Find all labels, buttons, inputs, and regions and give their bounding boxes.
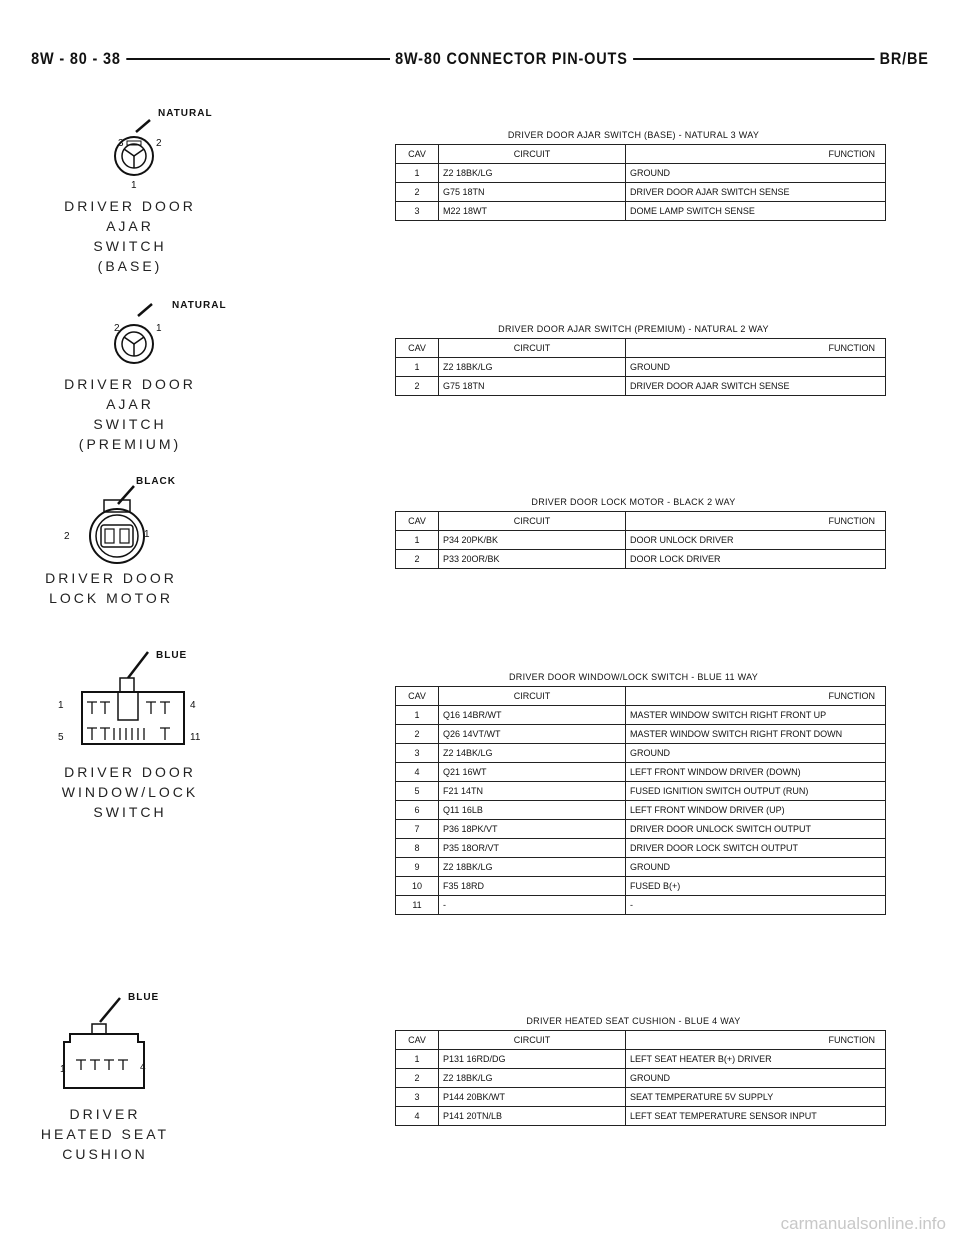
connector-2-table-title: DRIVER DOOR AJAR SWITCH (PREMIUM) - NATURAL 2 WAY — [498, 324, 769, 334]
function-cell: DRIVER DOOR UNLOCK SWITCH OUTPUT — [626, 820, 886, 839]
table-row — [396, 744, 886, 763]
cav-cell: 11 — [396, 896, 439, 915]
circuit-cell: P36 18PK/VT — [439, 820, 626, 839]
cav-cell: 1 — [396, 706, 439, 725]
connector-4-color-label: BLUE — [156, 650, 188, 661]
cav-cell: 3 — [396, 1088, 439, 1107]
table-row — [396, 877, 886, 896]
table-row — [396, 782, 886, 801]
function-header: FUNCTION — [626, 339, 886, 358]
table-row — [396, 706, 886, 725]
connector-1-table-title: DRIVER DOOR AJAR SWITCH (BASE) - NATURAL 3 WAY — [507, 130, 760, 140]
circuit-cell: P141 20TN/LB — [439, 1107, 626, 1126]
circuit-cell: P131 16RD/DG — [439, 1050, 626, 1069]
circuit-cell: Q21 16WT — [439, 763, 626, 782]
connector-4-pin-label: 1 — [58, 700, 64, 711]
circuit-cell: Q16 14BR/WT — [439, 706, 626, 725]
cav-cell: 2 — [396, 550, 439, 569]
table-row — [396, 896, 886, 915]
function-cell: DRIVER DOOR AJAR SWITCH SENSE — [626, 377, 886, 396]
watermark: carmanualsonline.info — [780, 1214, 946, 1233]
function-cell: MASTER WINDOW SWITCH RIGHT FRONT DOWN — [626, 725, 886, 744]
circuit-cell: Z2 18BK/LG — [439, 858, 626, 877]
cav-cell: 2 — [396, 1069, 439, 1088]
cav-cell: 6 — [396, 801, 439, 820]
circuit-cell: Q26 14VT/WT — [439, 725, 626, 744]
table-row — [396, 839, 886, 858]
connector-3-table-title: DRIVER DOOR LOCK MOTOR - BLACK 2 WAY — [531, 497, 736, 507]
connector-5-drawing — [62, 994, 172, 1094]
table-row — [396, 820, 886, 839]
cav-cell: 4 — [396, 763, 439, 782]
page-title: 8W-80 CONNECTOR PIN-OUTS — [390, 46, 633, 72]
table-header-row — [396, 145, 886, 164]
connector-2-pin-label: 1 — [156, 323, 162, 334]
circuit-cell: P35 18OR/VT — [439, 839, 626, 858]
circuit-cell: P33 20OR/BK — [439, 550, 626, 569]
connector-4-drawing — [78, 648, 201, 748]
cav-header: CAV — [396, 687, 439, 706]
table-row — [396, 377, 886, 396]
connector-5-pin-label: 1 — [60, 1064, 66, 1075]
circuit-cell: Z2 18BK/LG — [439, 164, 626, 183]
table-row — [396, 858, 886, 877]
cav-header: CAV — [396, 1031, 439, 1050]
connector-2-pin-table — [395, 338, 886, 396]
connector-3-pin-label: 2 — [64, 531, 70, 542]
function-cell: GROUND — [626, 744, 886, 763]
function-cell: DRIVER DOOR AJAR SWITCH SENSE — [626, 183, 886, 202]
connector-4-name: DRIVER DOOR WINDOW/LOCK SWITCH — [61, 764, 199, 820]
function-cell: GROUND — [626, 164, 886, 183]
table-header-row — [396, 339, 886, 358]
circuit-cell: P34 20PK/BK — [439, 531, 626, 550]
circuit-cell: F35 18RD — [439, 877, 626, 896]
function-cell: LEFT SEAT TEMPERATURE SENSOR INPUT — [626, 1107, 886, 1126]
connector-3-pin-table — [395, 511, 886, 569]
circuit-cell: M22 18WT — [439, 202, 626, 221]
cav-cell: 2 — [396, 377, 439, 396]
connector-4-pin-label: 11 — [190, 732, 201, 743]
function-cell: GROUND — [626, 858, 886, 877]
function-header: FUNCTION — [626, 1031, 886, 1050]
cav-cell: 1 — [396, 531, 439, 550]
connector-5-table-title: DRIVER HEATED SEAT CUSHION - BLUE 4 WAY — [526, 1016, 741, 1026]
connector-4-pin-table — [395, 686, 886, 915]
function-header: FUNCTION — [626, 687, 886, 706]
table-header-row — [396, 1031, 886, 1050]
cav-cell: 1 — [396, 164, 439, 183]
connector-1-pin-label: 1 — [131, 180, 137, 191]
table-row — [396, 1107, 886, 1126]
table-header-row — [396, 512, 886, 531]
cav-cell: 8 — [396, 839, 439, 858]
circuit-cell: Z2 14BK/LG — [439, 744, 626, 763]
function-cell: LEFT FRONT WINDOW DRIVER (DOWN) — [626, 763, 886, 782]
cav-header: CAV — [396, 145, 439, 164]
connector-3-color-label: BLACK — [136, 476, 176, 487]
table-row — [396, 725, 886, 744]
connector-2-drawing — [108, 304, 198, 374]
table-row — [396, 164, 886, 183]
connector-2-pin-label: 2 — [114, 323, 120, 334]
connector-3-pin-label: 1 — [144, 529, 150, 540]
connector-5-pin-label: 4 — [140, 1062, 146, 1073]
function-cell: SEAT TEMPERATURE 5V SUPPLY — [626, 1088, 886, 1107]
model-code: BR/BE — [875, 46, 934, 72]
cav-cell: 4 — [396, 1107, 439, 1126]
table-row — [396, 763, 886, 782]
function-cell: MASTER WINDOW SWITCH RIGHT FRONT UP — [626, 706, 886, 725]
table-row — [396, 801, 886, 820]
connector-3-name: DRIVER DOOR LOCK MOTOR — [45, 570, 177, 606]
cav-cell: 1 — [396, 1050, 439, 1069]
connector-1-pin-label: 2 — [156, 138, 162, 149]
connector-2-name: DRIVER DOOR AJAR SWITCH (PREMIUM) — [64, 376, 196, 452]
table-row — [396, 202, 886, 221]
function-cell: - — [626, 896, 886, 915]
connector-1-color-label: NATURAL — [158, 108, 213, 119]
cav-cell: 9 — [396, 858, 439, 877]
connector-4-pin-label: 4 — [190, 700, 196, 711]
connector-3-drawing — [82, 482, 182, 572]
function-cell: GROUND — [626, 358, 886, 377]
circuit-cell: F21 14TN — [439, 782, 626, 801]
circuit-header: CIRCUIT — [439, 145, 626, 164]
cav-cell: 5 — [396, 782, 439, 801]
cav-header: CAV — [396, 339, 439, 358]
function-cell: DOOR UNLOCK DRIVER — [626, 531, 886, 550]
cav-cell: 2 — [396, 183, 439, 202]
table-row — [396, 1050, 886, 1069]
function-cell: DRIVER DOOR LOCK SWITCH OUTPUT — [626, 839, 886, 858]
table-row — [396, 183, 886, 202]
circuit-cell: - — [439, 896, 626, 915]
connector-1-drawing — [108, 118, 198, 188]
cav-cell: 3 — [396, 744, 439, 763]
connector-1-name: DRIVER DOOR AJAR SWITCH (BASE) — [64, 198, 196, 274]
cav-cell: 1 — [396, 358, 439, 377]
connector-5-color-label: BLUE — [128, 992, 160, 1003]
circuit-header: CIRCUIT — [439, 1031, 626, 1050]
cav-cell: 3 — [396, 202, 439, 221]
function-header: FUNCTION — [626, 145, 886, 164]
connector-1-pin-table — [395, 144, 886, 221]
connector-2-color-label: NATURAL — [172, 300, 227, 311]
connector-5-pin-table — [395, 1030, 886, 1126]
cav-cell: 2 — [396, 725, 439, 744]
function-cell: LEFT SEAT HEATER B(+) DRIVER — [626, 1050, 886, 1069]
circuit-cell: G75 18TN — [439, 377, 626, 396]
connector-4-table-title: DRIVER DOOR WINDOW/LOCK SWITCH - BLUE 11 WAY — [508, 672, 759, 682]
circuit-cell: P144 20BK/WT — [439, 1088, 626, 1107]
circuit-header: CIRCUIT — [439, 687, 626, 706]
function-cell: FUSED IGNITION SWITCH OUTPUT (RUN) — [626, 782, 886, 801]
table-row — [396, 531, 886, 550]
function-cell: DOME LAMP SWITCH SENSE — [626, 202, 886, 221]
table-row — [396, 550, 886, 569]
circuit-header: CIRCUIT — [439, 339, 626, 358]
connector-1-pin-label: 3 — [118, 138, 124, 149]
circuit-cell: Z2 18BK/LG — [439, 1069, 626, 1088]
circuit-cell: Z2 18BK/LG — [439, 358, 626, 377]
circuit-cell: G75 18TN — [439, 183, 626, 202]
function-cell: DOOR LOCK DRIVER — [626, 550, 886, 569]
function-cell: FUSED B(+) — [626, 877, 886, 896]
page-number: 8W - 80 - 38 — [26, 46, 126, 72]
table-row — [396, 358, 886, 377]
function-cell: GROUND — [626, 1069, 886, 1088]
page-header — [30, 46, 930, 74]
table-header-row — [396, 687, 886, 706]
connector-4-pin-label: 5 — [58, 732, 64, 743]
connector-5-name: DRIVER HEATED SEAT CUSHION — [40, 1106, 170, 1162]
circuit-header: CIRCUIT — [439, 512, 626, 531]
circuit-cell: Q11 16LB — [439, 801, 626, 820]
cav-cell: 7 — [396, 820, 439, 839]
table-row — [396, 1088, 886, 1107]
cav-header: CAV — [396, 512, 439, 531]
function-cell: LEFT FRONT WINDOW DRIVER (UP) — [626, 801, 886, 820]
function-header: FUNCTION — [626, 512, 886, 531]
cav-cell: 10 — [396, 877, 439, 896]
table-row — [396, 1069, 886, 1088]
